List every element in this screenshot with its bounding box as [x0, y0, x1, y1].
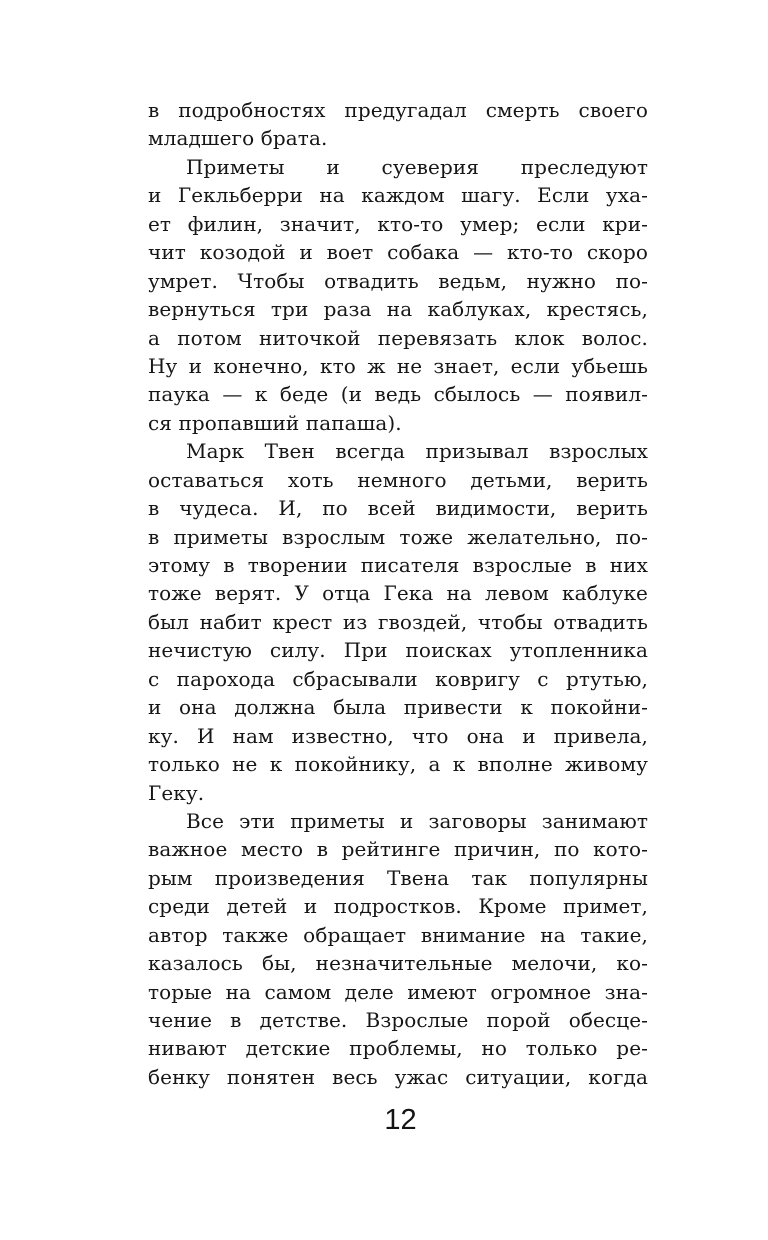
paragraph [148, 807, 648, 1091]
paragraph [148, 96, 648, 153]
text-line: чение в детстве. Взрослые порой обесце- [148, 1008, 648, 1032]
text-line: паука — к беде (и ведь сбылось — появил- [148, 382, 648, 407]
text-line: вернуться три раза на каблуках, крестясь, [148, 297, 648, 322]
paragraph [148, 437, 648, 807]
text-line: в чудеса. И, по всей видимости, верить [148, 496, 648, 521]
text-line: с парохода сбрасывали ковригу с ртутью, [148, 666, 648, 691]
text-line: был набит крест из гвоздей, чтобы отвадить [148, 609, 648, 634]
text-line: только не к покойнику, а к вполне живому [148, 752, 648, 777]
text-line: младшего брата. [148, 126, 328, 151]
text-line: умрет. Чтобы отвадить ведьм, нужно по- [148, 268, 648, 293]
text-line: оставаться хоть немного детьми, верить [148, 467, 648, 492]
text-block [148, 96, 648, 1091]
text-line: Приметы и суеверия преследуют [186, 154, 648, 179]
text-line: рым произведения Твена так популярны [148, 865, 648, 890]
text-line: нечистую силу. При поисках утопленника [148, 638, 648, 663]
text-line: а потом ниточкой перевязать клок волос. [148, 325, 648, 350]
text-line: в приметы взрослым тоже желательно, по- [148, 524, 648, 549]
paragraph [148, 153, 648, 437]
page-number: 12 [384, 1104, 417, 1136]
text-line: и она должна была привести к покойни- [148, 695, 648, 720]
text-line: автор также обращает внимание на такие, [148, 922, 648, 947]
text-line: и Гекльберри на каждом шагу. Если уха- [148, 183, 648, 208]
text-line: ет филин, значит, кто-то умер; если кри- [148, 211, 648, 236]
text-line: этому в творении писателя взрослые в них [148, 553, 648, 577]
text-line: ся пропавший папаша). [148, 410, 402, 435]
text-line: тоже верят. У отца Гека на левом каблуке [148, 581, 648, 606]
text-line: в подробностях предугадал смерть своего [148, 98, 648, 122]
text-line: торые на самом деле имеют огромное зна- [148, 979, 648, 1004]
text-line: нивают детские проблемы, но только ре- [148, 1036, 648, 1061]
text-line: Ну и конечно, кто ж не знает, если убьешь [148, 353, 648, 378]
text-line: среди детей и подростков. Кроме примет, [148, 894, 648, 919]
text-line: Все эти приметы и заговоры занимают [186, 808, 648, 833]
text-line: Геку. [148, 780, 205, 805]
text-line: ку. И нам известно, что она и привела, [148, 723, 648, 748]
text-line: бенку понятен весь ужас ситуации, когда [148, 1064, 648, 1089]
text-line: казалось бы, незначительные мелочи, ко- [148, 951, 648, 976]
text-line: важное место в рейтинге причин, по кото- [148, 837, 648, 862]
text-line: чит козодой и воет собака — кто-то скоро [148, 240, 648, 265]
text-line: Марк Твен всегда призывал взрослых [186, 439, 648, 464]
